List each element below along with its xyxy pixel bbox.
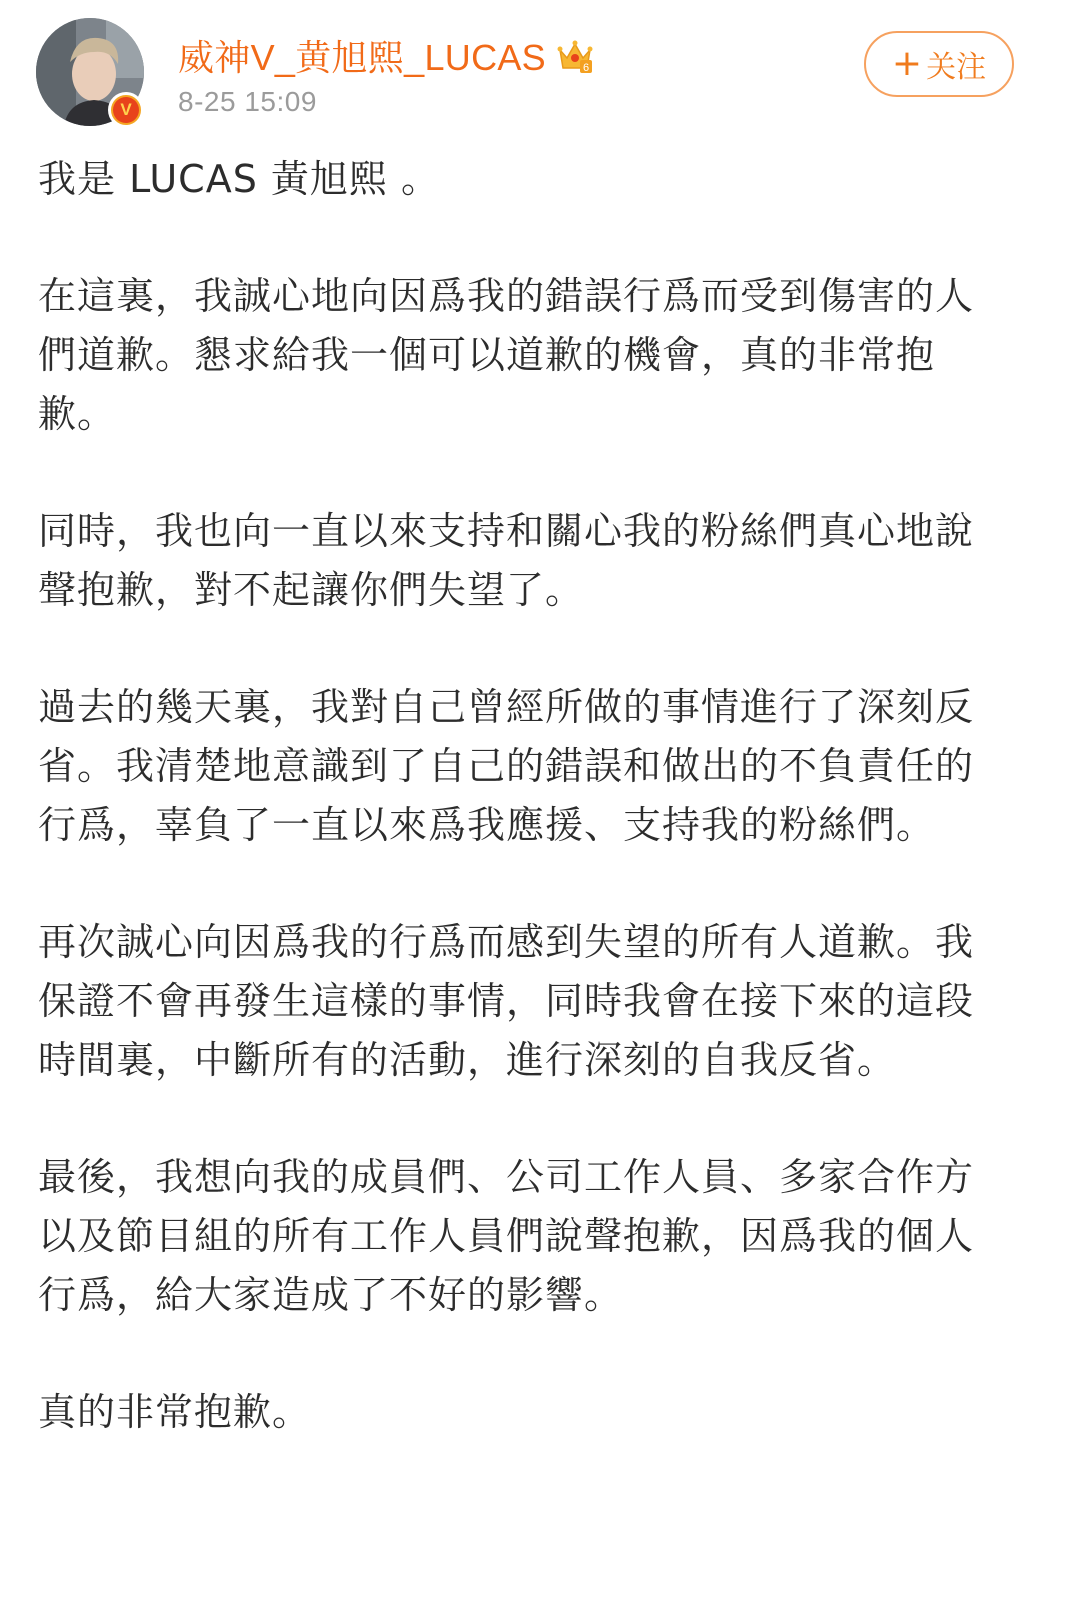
post-paragraph: 我是 LUCAS 黃旭熙 。 xyxy=(38,157,440,201)
follow-button[interactable] xyxy=(864,31,1014,97)
post-paragraph: 過去的幾天裏，我對自己曾經所做的事情進行了深刻反省。我清楚地意識到了自己的錯誤和做出的不負責任的行爲，辜負了一直以來爲我應援、支持我的粉絲們。 xyxy=(38,685,975,847)
post-paragraph: 再次誠心向因爲我的行爲而感到失望的所有人道歉。我保證不會再發生這樣的事情，同時我會在接下來的這段時間裏，中斷所有的活動，進行深刻的自我反省。 xyxy=(38,920,975,1082)
post-paragraph: 同時，我也向一直以來支持和關心我的粉絲們真心地說聲抱歉，對不起讓你們失望了。 xyxy=(38,509,975,612)
verified-badge-icon: V xyxy=(108,92,144,128)
svg-text:6: 6 xyxy=(582,61,590,74)
post-header xyxy=(0,0,1080,140)
avatar[interactable] xyxy=(36,18,144,126)
post-paragraph: 在這裏，我誠心地向因爲我的錯誤行爲而受到傷害的人們道歉。懇求給我一個可以道歉的機會，真的非常抱歉。 xyxy=(38,274,975,436)
follow-label: 关注 xyxy=(926,50,987,85)
post-paragraph: 真的非常抱歉。 xyxy=(38,1390,312,1434)
author-row xyxy=(178,30,594,81)
crown-icon[interactable] xyxy=(556,38,594,74)
post-timestamp: 8-25 15:09 xyxy=(178,86,317,117)
post-paragraph: 最後，我想向我的成員們、公司工作人員、多家合作方以及節目組的所有工作人員們說聲抱歉，因爲我的個人行爲，給大家造成了不好的影響。 xyxy=(38,1155,975,1317)
post-body xyxy=(38,150,998,1500)
plus-icon: + xyxy=(891,43,923,84)
author-name[interactable]: 威神V_黄旭熙_LUCAS xyxy=(178,37,546,78)
